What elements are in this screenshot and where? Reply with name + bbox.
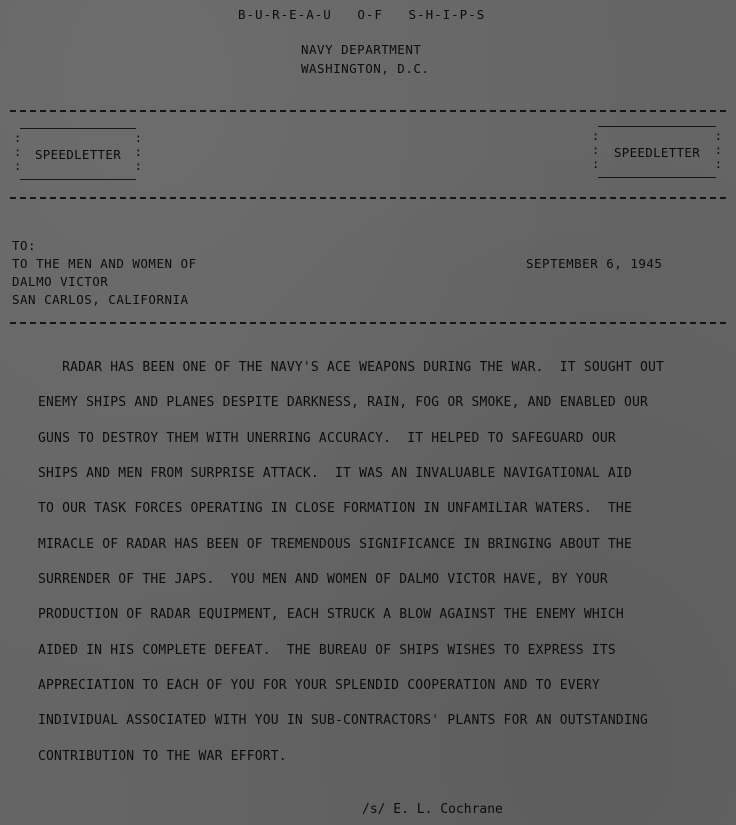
signature: /s/ E. L. Cochrane bbox=[362, 802, 503, 817]
speedletter-label-left: SPEEDLETTER bbox=[34, 147, 122, 162]
body-line: INDIVIDUAL ASSOCIATED WITH YOU IN SUB-CONTRACTORS' PLANTS FOR AN OUTSTANDING bbox=[38, 713, 649, 728]
divider-top bbox=[10, 110, 726, 112]
speedletter-label-right: SPEEDLETTER bbox=[613, 145, 701, 160]
body-line: APPRECIATION TO EACH OF YOU FOR YOUR SPLENDID COOPERATION AND TO EVERY bbox=[38, 678, 600, 693]
stamp-border-left: : : : bbox=[592, 129, 600, 171]
stamp-border-right: : : : bbox=[714, 129, 722, 171]
body-line: TO OUR TASK FORCES OPERATING IN CLOSE FORMATION IN UNFAMILIAR WATERS. THE bbox=[38, 501, 632, 516]
body-line: MIRACLE OF RADAR HAS BEEN OF TREMENDOUS SIGNIFICANCE IN BRINGING ABOUT THE bbox=[38, 537, 632, 552]
department-location: WASHINGTON, D.C. bbox=[301, 61, 430, 76]
body-line: AIDED IN HIS COMPLETE DEFEAT. THE BUREAU OF SHIPS WISHES TO EXPRESS ITS bbox=[38, 643, 616, 658]
bureau-heading: B-U-R-E-A-U O-F S-H-I-P-S bbox=[238, 7, 486, 22]
speedletter-stamp-left bbox=[14, 128, 142, 180]
speedletter-stamp-right bbox=[592, 126, 722, 178]
recipient-line-3: SAN CARLOS, CALIFORNIA bbox=[12, 292, 189, 307]
body-line: SHIPS AND MEN FROM SURPRISE ATTACK. IT WAS AN INVALUABLE NAVIGATIONAL AID bbox=[38, 466, 632, 481]
body-line: CONTRIBUTION TO THE WAR EFFORT. bbox=[38, 749, 287, 764]
to-label: TO: bbox=[12, 238, 37, 253]
body-line: GUNS TO DESTROY THEM WITH UNERRING ACCURACY. IT HELPED TO SAFEGUARD OUR bbox=[38, 431, 616, 446]
divider-middle bbox=[10, 197, 726, 199]
body-line: ENEMY SHIPS AND PLANES DESPITE DARKNESS, RAIN, FOG OR SMOKE, AND ENABLED OUR bbox=[38, 395, 649, 410]
body-line: SURRENDER OF THE JAPS. YOU MEN AND WOMEN OF DALMO VICTOR HAVE, BY YOUR bbox=[38, 572, 608, 587]
body-line: PRODUCTION OF RADAR EQUIPMENT, EACH STRUCK A BLOW AGAINST THE ENEMY WHICH bbox=[38, 607, 624, 622]
stamp-border-left: : : : bbox=[14, 131, 22, 173]
recipient-line-2: DALMO VICTOR bbox=[12, 274, 109, 289]
body-line: RADAR HAS BEEN ONE OF THE NAVY'S ACE WEAPONS DURING THE WAR. IT SOUGHT OUT bbox=[38, 360, 665, 375]
letter-date: SEPTEMBER 6, 1945 bbox=[526, 256, 663, 271]
divider-bottom bbox=[10, 322, 726, 324]
recipient-line-1: TO THE MEN AND WOMEN OF bbox=[12, 256, 197, 271]
department-name: NAVY DEPARTMENT bbox=[301, 42, 422, 57]
stamp-border-right: : : : bbox=[134, 131, 142, 173]
